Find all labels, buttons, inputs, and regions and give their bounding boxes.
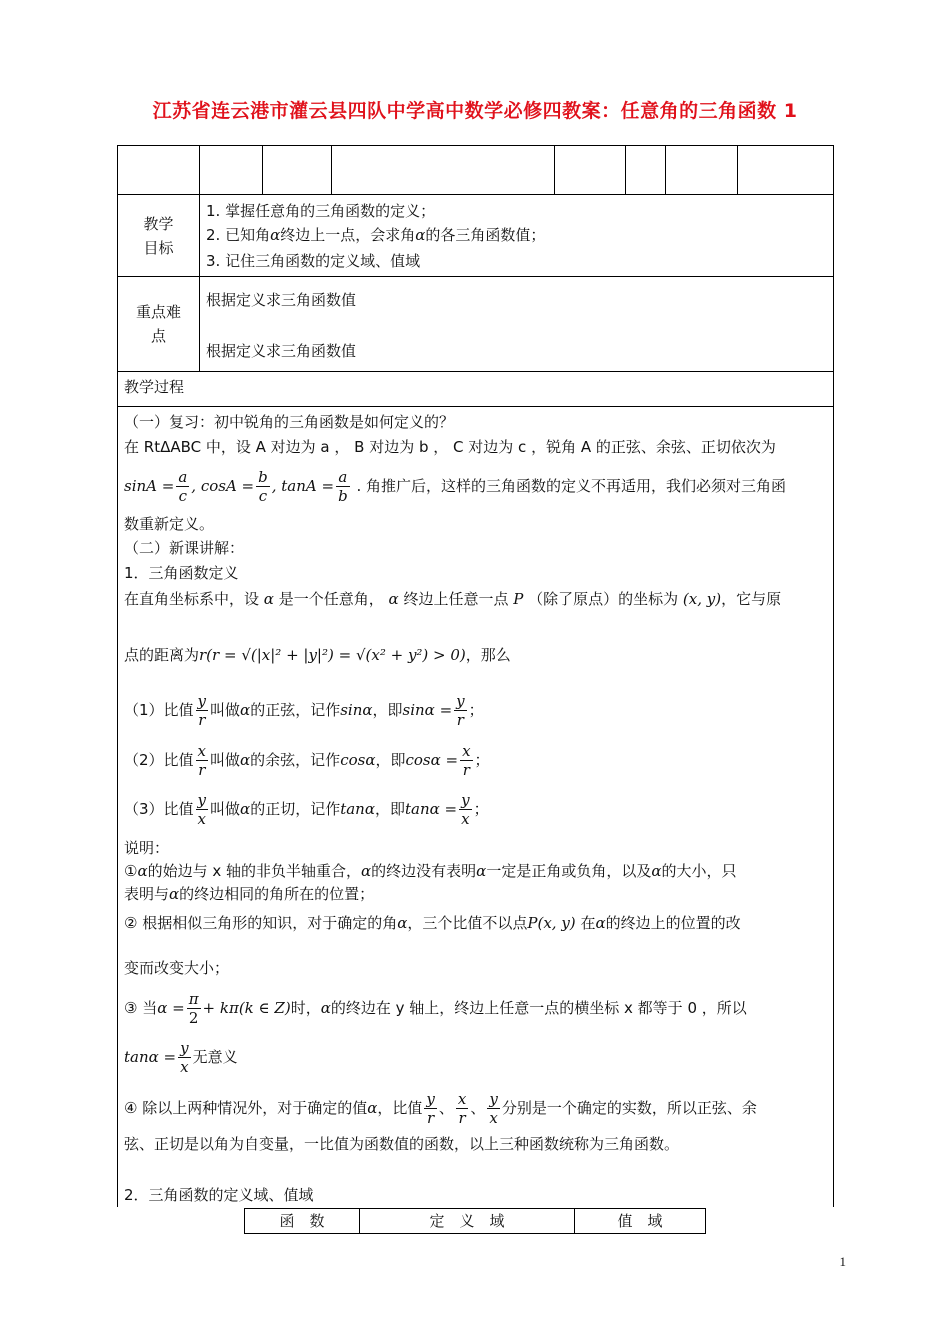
domain-range-table — [244, 1208, 706, 1234]
note-line: ③ 当α = $\frac{\pi}{2}$ + kπ(k ∈ Z)时，α的终边在 y 轴上，终边上任意一点的横坐标 x 都等于 0 ，所以 — [124, 990, 747, 1027]
table-rule — [665, 145, 666, 194]
tangent-definition: （3）比值 $\frac{y}{x}$ 叫做α的正切，记作tanα，即tanα = $\frac{y}{x}$ ； — [124, 791, 489, 828]
table-rule — [554, 145, 555, 194]
goal-2: 2. 已知角α终边上一点，会求角α的各三角函数值； — [206, 226, 546, 244]
note-part: 表明与 — [124, 885, 170, 903]
page-number: 1 — [839, 1254, 846, 1269]
definition-part: 点的距离为 — [124, 646, 200, 664]
goals-label-line: 目标 — [143, 239, 174, 257]
review-heading: （一）复习：初中锐角的三角函数是如何定义的？ — [124, 413, 455, 431]
key-label-line: 点 — [150, 327, 166, 345]
table-rule — [117, 145, 833, 146]
sine-definition: （1）比值 $\frac{y}{r}$ 叫做α的正弦，记作sinα，即sinα = $\frac{y}{r}$ ； — [124, 692, 484, 729]
table-header-function: 函 数 — [245, 1209, 360, 1233]
note-part: 时， — [290, 999, 321, 1017]
note-part: 一定是正角或负角，以及 — [486, 862, 652, 880]
goal-2-part: 的各三角函数值； — [425, 226, 546, 244]
review-tail: . 角推广后，这样的三角函数的定义不再适用，我们必须对三角函 — [356, 477, 787, 495]
definition-part: （2）比值 — [124, 751, 194, 769]
note-part: ，比值 — [377, 1099, 423, 1117]
definition-part: 是一个任意角， — [278, 590, 384, 608]
note-line: ② 根据相似三角形的知识，对于确定的角α，三个比值不以点P(x, y) 在α的终边上的位置的改 — [124, 914, 741, 932]
table-rule — [625, 145, 626, 194]
table-rule — [117, 194, 833, 195]
key-label-line: 重点难 — [135, 303, 181, 321]
goals-label — [118, 212, 199, 260]
definition-line: 在直角坐标系中，设 α 是一个任意角， α 终边上任意一点 P （除了原点）的坐标为 (x, y)，它与原 — [124, 590, 782, 608]
cosine-definition: （2）比值 $\frac{x}{r}$ 叫做α的余弦，记作cosα，即cosα = $\frac{x}{r}$ ； — [124, 742, 490, 779]
goal-1: 1. 掌握任意角的三角函数的定义； — [206, 202, 436, 220]
document-title: 江苏省连云港市灌云县四队中学高中数学必修四教案：任意角的三角函数 1 — [152, 100, 798, 122]
definition-part: 叫做 — [210, 800, 241, 818]
goal-2-part: 2. 已知角 — [206, 226, 271, 244]
note-line: ①α的始边与 x 轴的非负半轴重合，α的终边没有表明α一定是正角或负角，以及α的大小，只 — [124, 862, 737, 880]
definition-part: ，它与原 — [721, 590, 782, 608]
definition-part: ，即 — [375, 751, 406, 769]
definition-part: 在直角坐标系中，设 — [124, 590, 260, 608]
note-part: 分别是一个确定的实数，所以正弦、余 — [501, 1099, 757, 1117]
definition-line: 点的距离为r(r = √(|x|² + |y|²) = √(x² + y²) > 0)，那么 — [124, 646, 511, 664]
note-part: ③ 当 — [124, 999, 158, 1017]
note-line: 变而改变大小； — [124, 959, 230, 977]
definition-part: ，即 — [374, 800, 405, 818]
definition-part: 的正弦，记作 — [250, 701, 341, 719]
definition-part: （1）比值 — [124, 701, 194, 719]
table-rule — [117, 276, 833, 277]
review-formula-line: sinA = $\frac{a}{c}$ , cosA = $\frac{b}{c}$ , tanA = $\frac{a}{b}$ . 角推广后，这样的三角函数的定义不再适用，我们必须对三角函 — [124, 468, 787, 505]
definition-part: ，即 — [372, 701, 403, 719]
note-line: 弦、正切是以角为自变量，一比值为函数值的函数，以上三种函数统称为三角函数。 — [124, 1135, 680, 1153]
note-part: 无意义 — [192, 1048, 238, 1066]
definition-part: 终边上任意一点 — [403, 590, 509, 608]
note-part: 的终边没有表明 — [371, 862, 477, 880]
key-point-2: 根据定义求三角函数值 — [206, 342, 357, 360]
note-part: ① — [124, 862, 138, 880]
key-label — [118, 300, 199, 348]
definition-part: 的余弦，记作 — [250, 751, 341, 769]
key-point-1: 根据定义求三角函数值 — [206, 291, 357, 309]
note-part: 的始边与 x 轴的非负半轴重合， — [147, 862, 362, 880]
note-part: ④ 除以上两种情况外，对于确定的值 — [124, 1099, 368, 1117]
definition-part: 叫做 — [210, 701, 241, 719]
section-heading: 2．三角函数的定义域、值域 — [124, 1186, 314, 1204]
note-part: 在 — [580, 914, 596, 932]
definition-part: （3）比值 — [124, 800, 194, 818]
goals-label-line: 教学 — [143, 215, 174, 233]
table-header-domain: 定 义 域 — [360, 1209, 575, 1233]
process-label: 教学过程 — [124, 378, 185, 396]
definition-part: 叫做 — [210, 751, 241, 769]
table-rule — [262, 145, 263, 194]
note-part: 的终边上的位置的改 — [605, 914, 741, 932]
table-rule — [117, 371, 833, 372]
definition-part: （除了原点）的坐标为 — [528, 590, 679, 608]
review-line: 在 RtΔABC 中，设 A 对边为 a ， B 对边为 b ， C 对边为 c ，锐角 A 的正弦、余弦、正切依次为 — [124, 438, 776, 456]
note-line: 表明与α的终边相同的角所在的位置； — [124, 885, 375, 903]
note-part: ，三个比值不以点 — [407, 914, 528, 932]
new-lesson-heading: （二）新课讲解： — [124, 539, 245, 557]
table-rule — [331, 145, 332, 194]
note-line: tanα = $\frac{y}{x}$ 无意义 — [124, 1039, 238, 1076]
note-part: ② 根据相似三角形的知识，对于确定的角 — [124, 914, 398, 932]
note-part: 的终边相同的角所在的位置； — [179, 885, 375, 903]
note-part: 的大小，只 — [661, 862, 737, 880]
table-rule — [117, 406, 833, 407]
table-header-range: 值 域 — [617, 1212, 663, 1230]
definition-part: 的正切，记作 — [250, 800, 341, 818]
definition-part: ，那么 — [465, 646, 511, 664]
goal-3: 3. 记住三角函数的定义域、值域 — [206, 252, 421, 270]
note-line: ④ 除以上两种情况外，对于确定的值α，比值 $\frac{y}{r}$ 、 $\frac{x}{r}$ 、 $\frac{y}{x}$ 分别是一个确定的实数，所以正弦、余 — [124, 1090, 757, 1127]
note-heading: 说明： — [124, 839, 170, 857]
table-rule — [199, 276, 200, 371]
goal-2-part: 终边上一点，会求角 — [280, 226, 416, 244]
review-line: 数重新定义。 — [124, 515, 215, 533]
table-rule — [737, 145, 738, 194]
note-part: 的终边在 y 轴上，终边上任意一点的横坐标 x 都等于 0 ，所以 — [330, 999, 747, 1017]
table-rule — [199, 145, 200, 276]
section-heading: 1．三角函数定义 — [124, 564, 239, 582]
